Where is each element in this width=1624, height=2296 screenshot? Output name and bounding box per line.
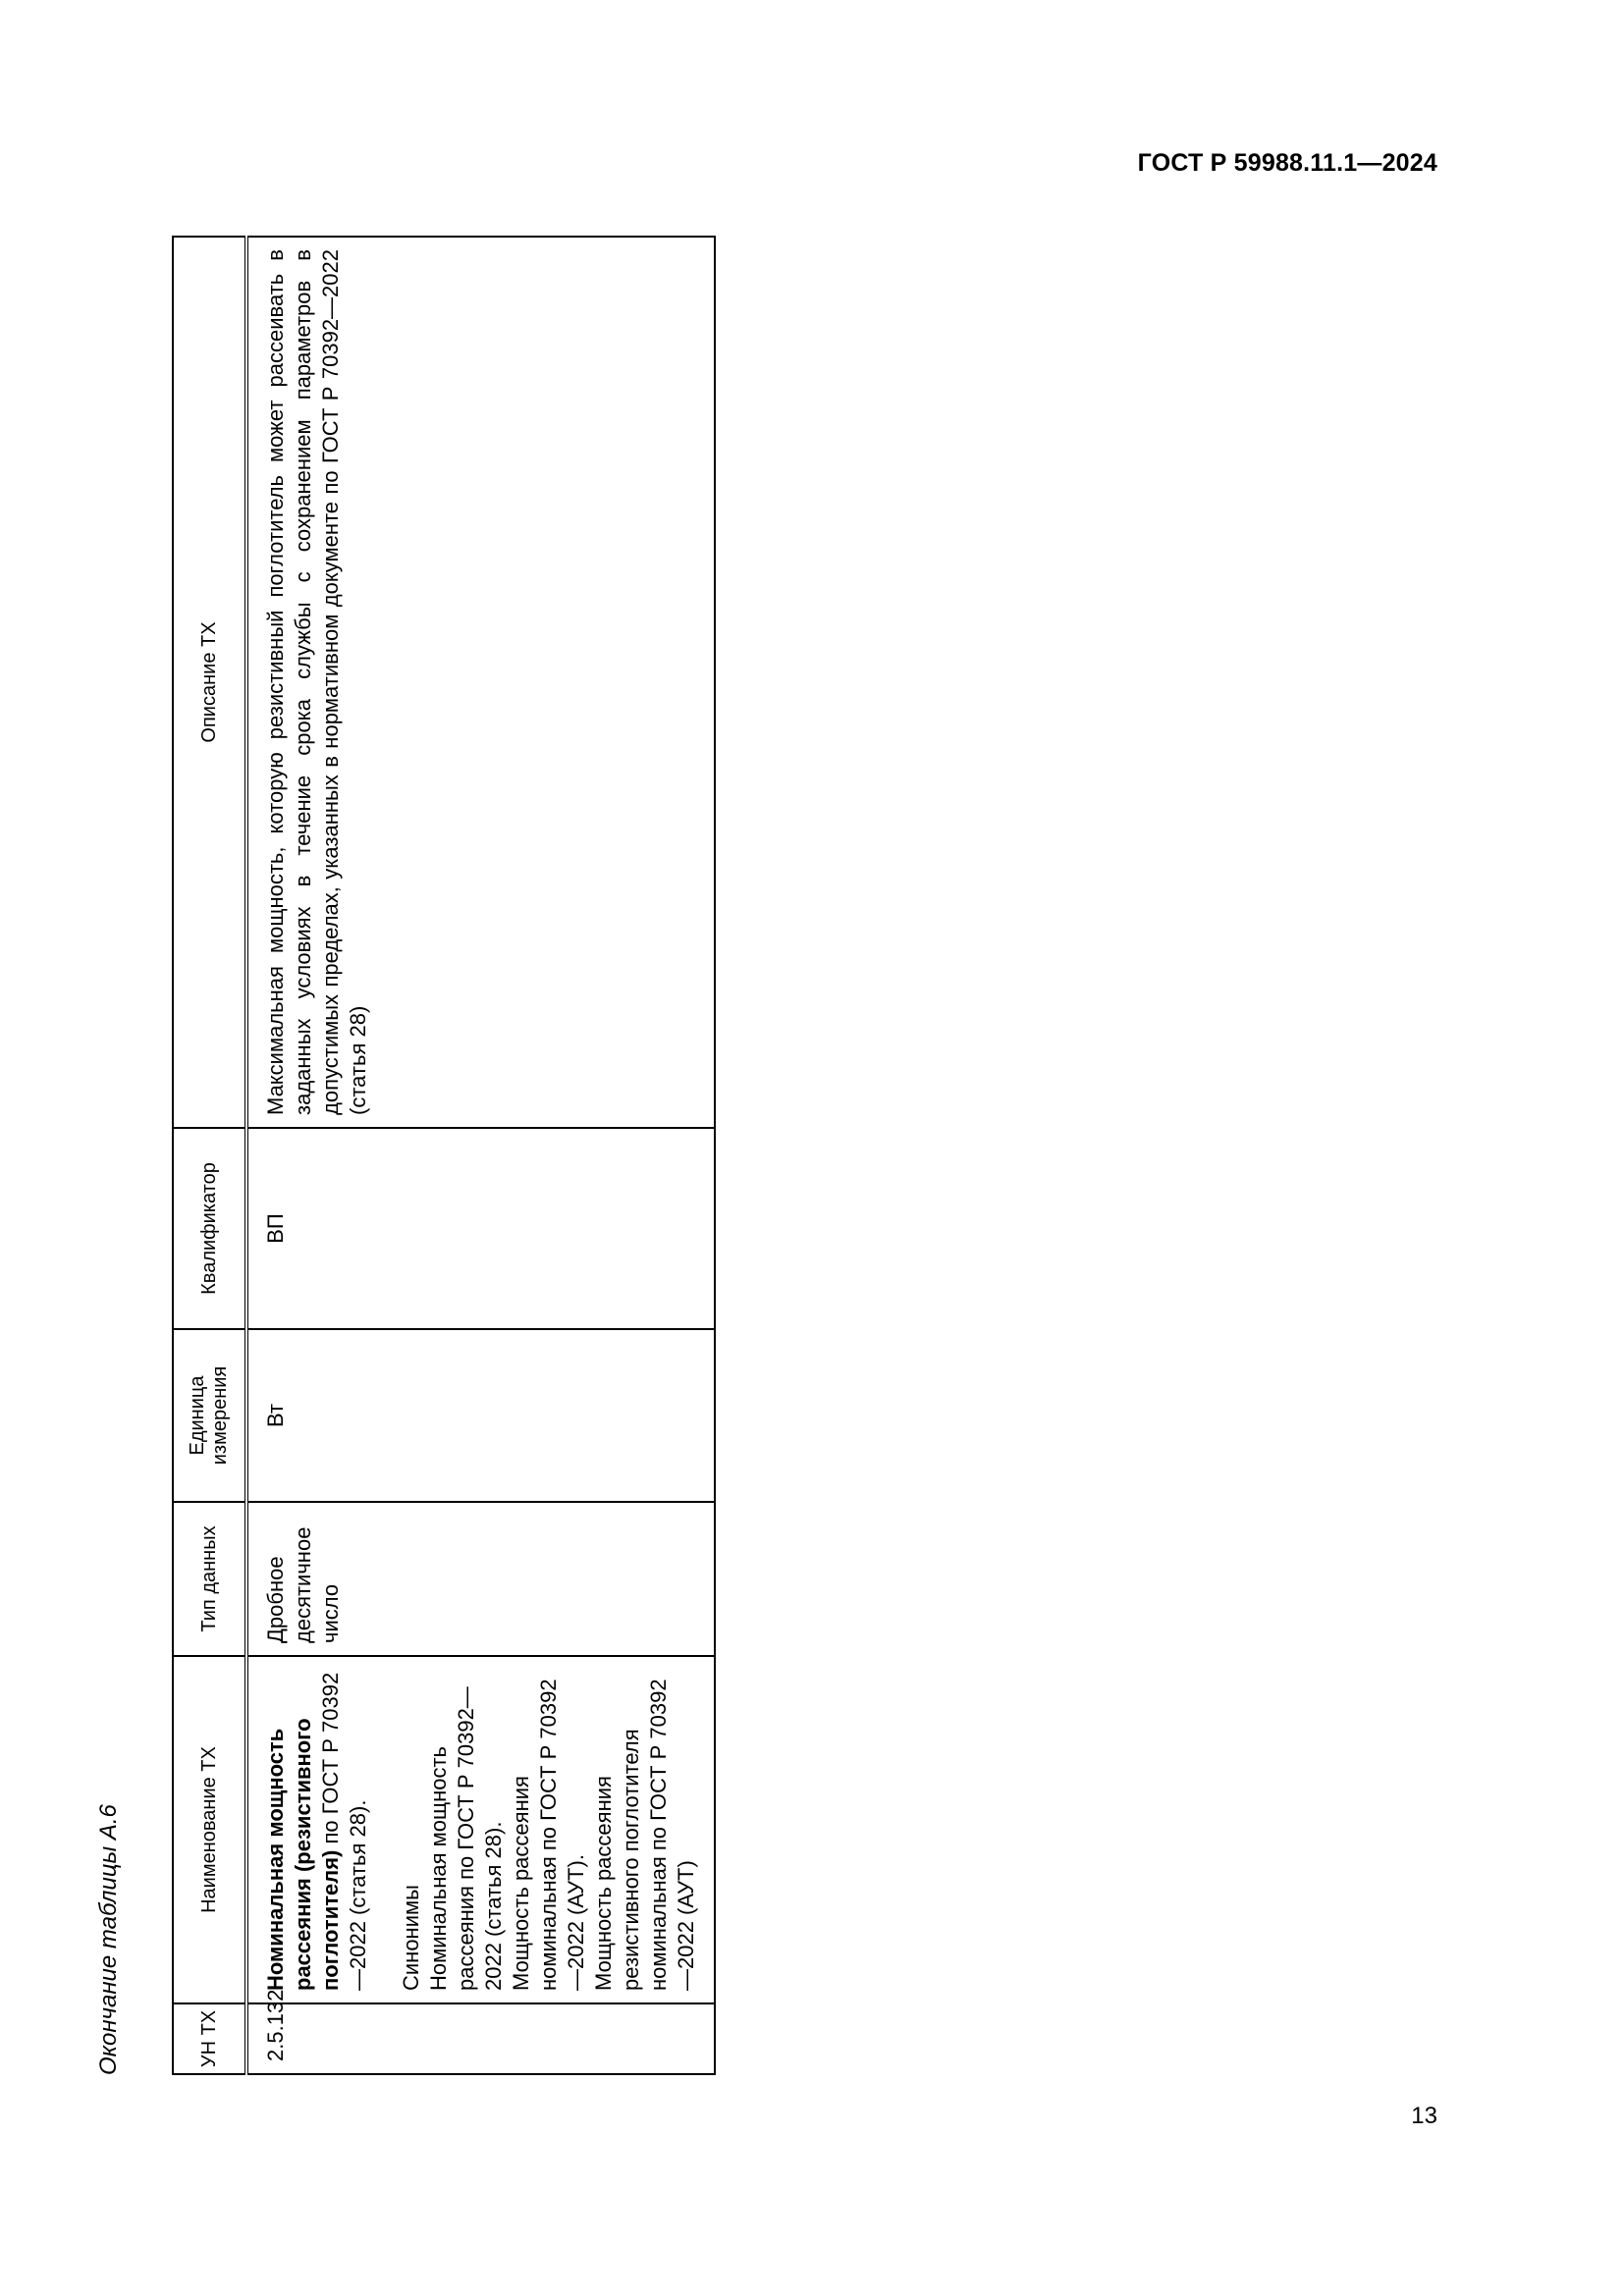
cell-qualifier: ВП bbox=[246, 1128, 715, 1329]
column-header-qualifier: Квалификатор bbox=[173, 1128, 246, 1329]
characteristic-reference: по ГОСТ Р 70392—2022 (статья 28). bbox=[318, 1672, 370, 1991]
column-header-unit: Единица измерения bbox=[173, 1329, 246, 1502]
page-number: 13 bbox=[1411, 2103, 1437, 2129]
synonym-item: Номинальная мощность рассеяния по ГОСТ Р 70392—2022 (статья 28). bbox=[426, 1686, 506, 1991]
table-header-row bbox=[173, 237, 246, 2074]
table-row bbox=[246, 237, 715, 2074]
rotated-table-block bbox=[95, 236, 698, 2075]
column-header-id: УН ТХ bbox=[173, 2003, 246, 2074]
table-caption: Окончание таблицы А.6 bbox=[95, 1804, 122, 2075]
column-header-name: Наименование ТХ bbox=[173, 1656, 246, 2003]
document-code: ГОСТ Р 59988.11.1—2024 bbox=[1137, 149, 1437, 177]
cell-id: 2.5.132 bbox=[246, 2003, 715, 2074]
characteristics-table bbox=[172, 236, 716, 2075]
synonym-item: Мощность рассеяния резистивного поглотителя номинальная по ГОСТ Р 70392—2022 (АУТ) bbox=[591, 1679, 698, 1991]
synonyms-title: Синонимы bbox=[399, 1885, 423, 1991]
column-header-data-type: Тип данных bbox=[173, 1502, 246, 1656]
cell-description: Максимальная мощность, которую резистивный поглотитель может рассеивать в заданных условиях в течение срока службы с сохранением параметров в допустимых пределах, указанных в нормативном документе по ГОСТ Р 70392—2022 (статья 28) bbox=[246, 237, 715, 1128]
cell-data-type: Дробное десятичное число bbox=[246, 1502, 715, 1656]
synonym-item: Мощность рассеяния номинальная по ГОСТ Р 70392—2022 (АУТ). bbox=[509, 1679, 588, 1991]
column-header-description: Описание ТХ bbox=[173, 237, 246, 1128]
characteristic-name: Номинальная мощность рассеяния (резистивного поглотителя) bbox=[263, 1718, 343, 1991]
cell-unit: Вт bbox=[246, 1329, 715, 1502]
cell-name bbox=[246, 1656, 715, 2003]
